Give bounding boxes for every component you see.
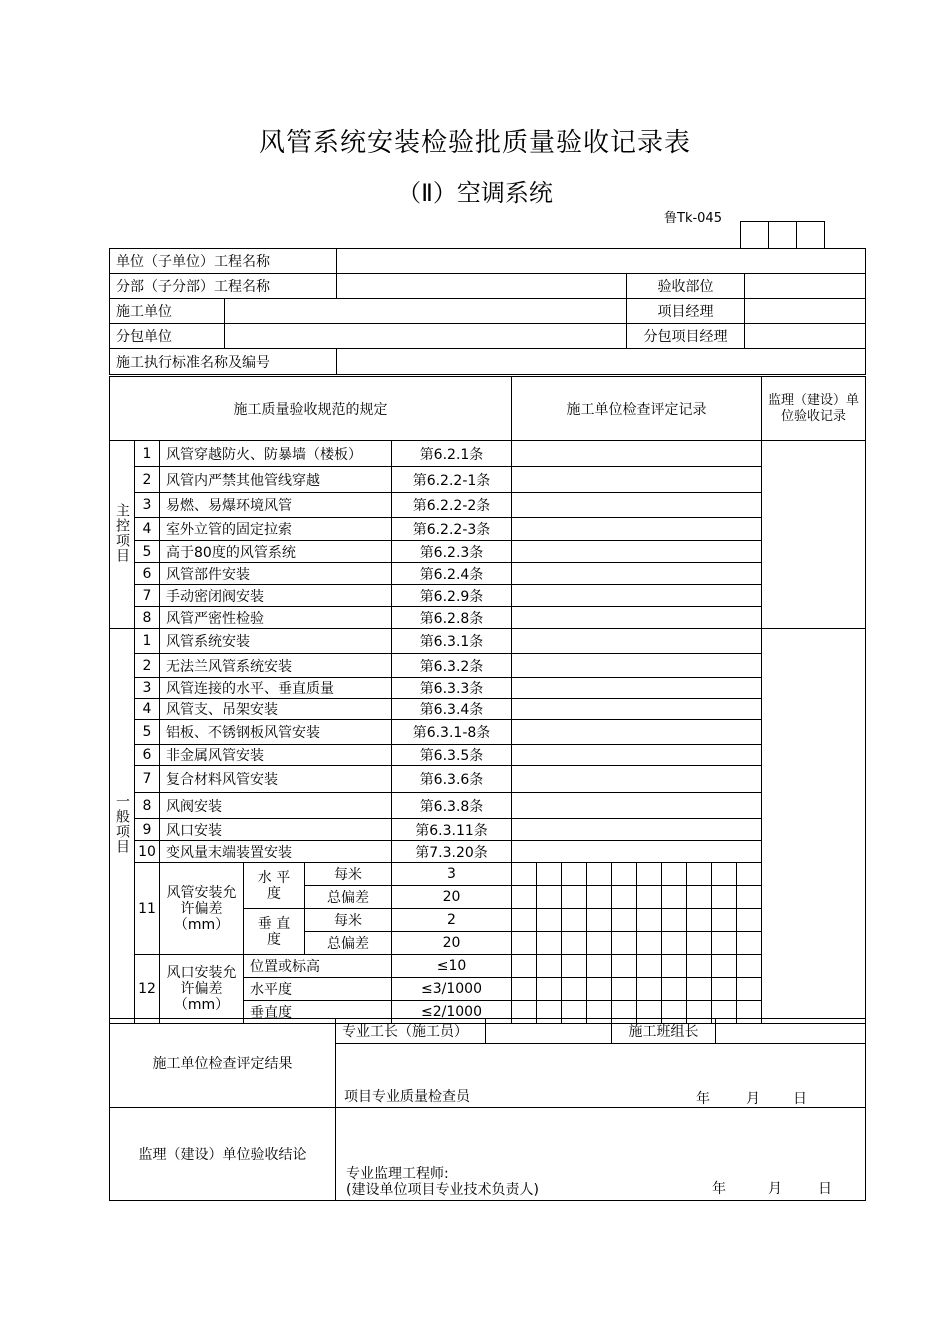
measure-cell[interactable] — [537, 955, 562, 978]
item-name: 无法兰风管系统安装 — [160, 654, 392, 678]
item-name: 铝板、不锈钢板风管安装 — [160, 720, 392, 745]
form-code: 鲁Tk-045 — [664, 211, 722, 226]
measure-cell[interactable] — [737, 886, 762, 909]
sub-project-label: 分部（子分部）工程名称 — [110, 274, 337, 299]
measure-cell[interactable] — [637, 978, 662, 1001]
sub-project-manager-field[interactable] — [745, 324, 866, 349]
measure-cell[interactable] — [612, 886, 637, 909]
record-cell[interactable] — [512, 841, 762, 863]
row-no: 3 — [135, 493, 160, 518]
item-clause: 第6.2.4条 — [392, 563, 512, 585]
owner-tech-label: (建设单位项目专业技术负责人) — [346, 1182, 539, 1198]
record-cell[interactable] — [512, 563, 762, 585]
record-cell[interactable] — [512, 467, 762, 493]
measure-cell[interactable] — [712, 932, 737, 955]
row-no: 1 — [135, 441, 160, 467]
total-label: 总偏差 — [305, 886, 392, 909]
measure-cell[interactable] — [687, 886, 712, 909]
item-clause: 第6.2.3条 — [392, 541, 512, 563]
accept-part-label: 验收部位 — [627, 274, 745, 299]
supervision-conclusion-field[interactable] — [336, 1108, 866, 1201]
record-cell[interactable] — [512, 720, 762, 745]
measure-cell[interactable] — [637, 932, 662, 955]
item-clause: 第7.3.20条 — [392, 841, 512, 863]
item-name: 风管连接的水平、垂直质量 — [160, 678, 392, 699]
measure-cell[interactable] — [712, 886, 737, 909]
measure-cell[interactable] — [562, 909, 587, 932]
supervisor-cell[interactable] — [762, 441, 866, 629]
item12-label: 风口安装允许偏差（mm） — [160, 955, 244, 1024]
supervisor-header: 监理（建设）单位验收记录 — [762, 377, 866, 441]
item-name: 风管部件安装 — [160, 563, 392, 585]
measure-cell[interactable] — [662, 932, 687, 955]
measure-cell[interactable] — [687, 863, 712, 886]
row-no: 3 — [135, 678, 160, 699]
item-name: 风管系统安装 — [160, 629, 392, 654]
record-cell[interactable] — [512, 585, 762, 607]
item-clause: 第6.3.8条 — [392, 793, 512, 819]
measure-cell[interactable] — [537, 886, 562, 909]
row-no: 6 — [135, 563, 160, 585]
record-cell[interactable] — [512, 766, 762, 793]
supervision-conclusion-label: 监理（建设）单位验收结论 — [110, 1108, 336, 1201]
row-no: 4 — [135, 518, 160, 541]
item-clause: 第6.2.8条 — [392, 607, 512, 629]
spec-header: 施工质量验收规范的规定 — [110, 377, 512, 441]
row-no: 8 — [135, 607, 160, 629]
measure-cell[interactable] — [637, 863, 662, 886]
main-items-label: 主控项目 — [114, 502, 130, 563]
item-clause: 第6.3.4条 — [392, 699, 512, 720]
measure-cell[interactable] — [562, 886, 587, 909]
tolerance-value: 3 — [392, 863, 512, 886]
row-no: 2 — [135, 654, 160, 678]
item-clause: 第6.3.6条 — [392, 766, 512, 793]
vertical-label: 垂 直 度 — [244, 909, 305, 955]
item12-sub: 位置或标高 — [244, 955, 392, 978]
measure-cell[interactable] — [612, 932, 637, 955]
measure-cell[interactable] — [687, 909, 712, 932]
record-cell[interactable] — [512, 745, 762, 766]
row-no: 5 — [135, 541, 160, 563]
measure-cell[interactable] — [637, 955, 662, 978]
measure-cell[interactable] — [562, 932, 587, 955]
row-no: 5 — [135, 720, 160, 745]
measure-cell[interactable] — [662, 863, 687, 886]
measure-cell[interactable] — [512, 863, 537, 886]
sub-project-manager-label: 分包项目经理 — [627, 324, 745, 349]
measure-cell[interactable] — [712, 955, 737, 978]
total-label: 总偏差 — [305, 932, 392, 955]
horizontal-label: 水 平 度 — [244, 863, 305, 909]
measure-cell[interactable] — [662, 909, 687, 932]
measure-cell[interactable] — [587, 955, 612, 978]
measure-cell[interactable] — [587, 932, 612, 955]
item-name: 手动密闭阀安装 — [160, 585, 392, 607]
per-meter-label: 每米 — [305, 863, 392, 886]
code-box[interactable] — [797, 222, 825, 249]
team-leader-field[interactable] — [716, 1019, 866, 1044]
measure-cell[interactable] — [687, 932, 712, 955]
row-no: 7 — [135, 585, 160, 607]
accept-part-field[interactable] — [745, 274, 866, 299]
item11-label: 风管安装允许偏差（mm） — [160, 863, 244, 955]
measure-cell[interactable] — [662, 955, 687, 978]
team-leader-label: 施工班组长 — [612, 1019, 716, 1044]
date-day: 日 — [793, 1090, 807, 1107]
form-code-boxes — [740, 221, 825, 249]
item12-sub: 垂直度 — [244, 1001, 392, 1024]
supervisor-engineer-label: 专业监理工程师: — [346, 1166, 449, 1182]
measure-cell[interactable] — [537, 909, 562, 932]
conclusion-table — [109, 1018, 866, 1201]
measure-cell[interactable] — [587, 909, 612, 932]
record-cell[interactable] — [512, 629, 762, 654]
measure-cell[interactable] — [737, 932, 762, 955]
project-manager-label: 项目经理 — [627, 299, 745, 324]
item-name: 风阀安装 — [160, 793, 392, 819]
record-cell[interactable] — [512, 678, 762, 699]
measure-cell[interactable] — [512, 886, 537, 909]
date-day: 日 — [818, 1181, 832, 1197]
item-clause: 第6.3.1-8条 — [392, 720, 512, 745]
row-no: 6 — [135, 745, 160, 766]
standard-field[interactable] — [337, 349, 866, 375]
general-items-section — [110, 629, 135, 1024]
date-year: 年 — [712, 1181, 726, 1197]
row-no: 9 — [135, 819, 160, 841]
measure-cell[interactable] — [562, 863, 587, 886]
measure-cell[interactable] — [637, 909, 662, 932]
measure-cell[interactable] — [712, 909, 737, 932]
tolerance-value: 20 — [392, 932, 512, 955]
item-clause: 第6.3.1条 — [392, 629, 512, 654]
measure-cell[interactable] — [562, 978, 587, 1001]
measure-cell[interactable] — [662, 886, 687, 909]
supervisor-cell[interactable] — [762, 629, 866, 1024]
record-cell[interactable] — [512, 441, 762, 467]
measure-cell[interactable] — [612, 863, 637, 886]
measure-cell[interactable] — [712, 978, 737, 1001]
project-manager-field[interactable] — [745, 299, 866, 324]
tolerance-value: ≤10 — [392, 955, 512, 978]
item-name: 风管支、吊架安装 — [160, 699, 392, 720]
foreman-field[interactable] — [486, 1019, 612, 1044]
item-name: 室外立管的固定拉索 — [160, 518, 392, 541]
measure-cell[interactable] — [512, 955, 537, 978]
sub-project-field[interactable] — [337, 274, 627, 299]
measure-cell[interactable] — [587, 863, 612, 886]
general-items-label: 一般项目 — [114, 794, 130, 854]
construction-unit-label: 施工单位 — [110, 299, 225, 324]
row-no: 8 — [135, 793, 160, 819]
measure-cell[interactable] — [637, 886, 662, 909]
tolerance-value: 2 — [392, 909, 512, 932]
tolerance-value: 20 — [392, 886, 512, 909]
standard-label: 施工执行标准名称及编号 — [110, 349, 337, 375]
measure-cell[interactable] — [687, 978, 712, 1001]
record-cell[interactable] — [512, 541, 762, 563]
measure-cell[interactable] — [512, 978, 537, 1001]
item-clause: 第6.3.5条 — [392, 745, 512, 766]
item-clause: 第6.2.9条 — [392, 585, 512, 607]
record-header: 施工单位检查评定记录 — [512, 377, 762, 441]
inspector-label: 项目专业质量检查员 — [344, 1089, 470, 1106]
main-items-section — [110, 441, 135, 629]
item-clause: 第6.2.2-1条 — [392, 467, 512, 493]
page-title: 风管系统安装检验批质量验收记录表 — [258, 128, 691, 158]
item12-sub: 水平度 — [244, 978, 392, 1001]
unit-project-label: 单位（子单位）工程名称 — [110, 249, 337, 274]
date-month: 月 — [768, 1181, 782, 1197]
record-cell[interactable] — [512, 518, 762, 541]
inspection-table — [109, 376, 866, 1024]
item-clause: 第6.2.2-3条 — [392, 518, 512, 541]
measure-cell[interactable] — [537, 863, 562, 886]
code-box[interactable] — [769, 222, 797, 249]
code-box[interactable] — [741, 222, 769, 249]
record-cell[interactable] — [512, 699, 762, 720]
measure-cell[interactable] — [662, 978, 687, 1001]
tolerance-value: ≤2/1000 — [392, 1001, 512, 1024]
construction-result-field[interactable] — [336, 1044, 866, 1086]
page-subtitle: （Ⅱ）空调系统 — [397, 179, 553, 207]
measure-cell[interactable] — [612, 909, 637, 932]
measure-cell[interactable] — [587, 886, 612, 909]
foreman-label: 专业工长（施工员） — [336, 1019, 486, 1044]
row-no: 12 — [135, 955, 160, 1024]
record-cell[interactable] — [512, 493, 762, 518]
record-cell[interactable] — [512, 654, 762, 678]
subcontract-unit-field[interactable] — [225, 324, 627, 349]
construction-result-label: 施工单位检查评定结果 — [110, 1019, 336, 1108]
measure-cell[interactable] — [712, 863, 737, 886]
measure-cell[interactable] — [737, 863, 762, 886]
item-clause: 第6.3.3条 — [392, 678, 512, 699]
item-clause: 第6.3.11条 — [392, 819, 512, 841]
tolerance-value: ≤3/1000 — [392, 978, 512, 1001]
measure-cell[interactable] — [512, 909, 537, 932]
item-name: 风管严密性检验 — [160, 607, 392, 629]
row-no: 2 — [135, 467, 160, 493]
construction-unit-field[interactable] — [225, 299, 627, 324]
row-no: 4 — [135, 699, 160, 720]
item-name: 高于80度的风管系统 — [160, 541, 392, 563]
unit-project-field[interactable] — [337, 249, 866, 274]
measure-cell[interactable] — [687, 955, 712, 978]
item-name: 风管穿越防火、防暴墙（楼板） — [160, 441, 392, 467]
record-cell[interactable] — [512, 793, 762, 819]
row-no: 11 — [135, 863, 160, 955]
measure-cell[interactable] — [537, 932, 562, 955]
item-clause: 第6.3.2条 — [392, 654, 512, 678]
header-table — [109, 248, 866, 375]
item-name: 复合材料风管安装 — [160, 766, 392, 793]
row-no: 7 — [135, 766, 160, 793]
item-clause: 第6.2.2-2条 — [392, 493, 512, 518]
row-no: 10 — [135, 841, 160, 863]
item-clause: 第6.2.1条 — [392, 441, 512, 467]
item-name: 风管内严禁其他管线穿越 — [160, 467, 392, 493]
item-name: 易燃、易爆环境风管 — [160, 493, 392, 518]
per-meter-label: 每米 — [305, 909, 392, 932]
row-no: 1 — [135, 629, 160, 654]
measure-cell[interactable] — [612, 955, 637, 978]
measure-cell[interactable] — [587, 978, 612, 1001]
measure-cell[interactable] — [562, 955, 587, 978]
date-year: 年 — [696, 1090, 710, 1107]
item-name: 变风量末端装置安装 — [160, 841, 392, 863]
item-name: 风口安装 — [160, 819, 392, 841]
measure-cell[interactable] — [512, 932, 537, 955]
measure-cell[interactable] — [737, 955, 762, 978]
measure-cell[interactable] — [737, 909, 762, 932]
measure-cell[interactable] — [537, 978, 562, 1001]
date-month: 月 — [746, 1090, 760, 1107]
measure-cell[interactable] — [612, 978, 637, 1001]
measure-cell[interactable] — [737, 978, 762, 1001]
item-name: 非金属风管安装 — [160, 745, 392, 766]
subcontract-unit-label: 分包单位 — [110, 324, 225, 349]
record-cell[interactable] — [512, 819, 762, 841]
record-cell[interactable] — [512, 607, 762, 629]
